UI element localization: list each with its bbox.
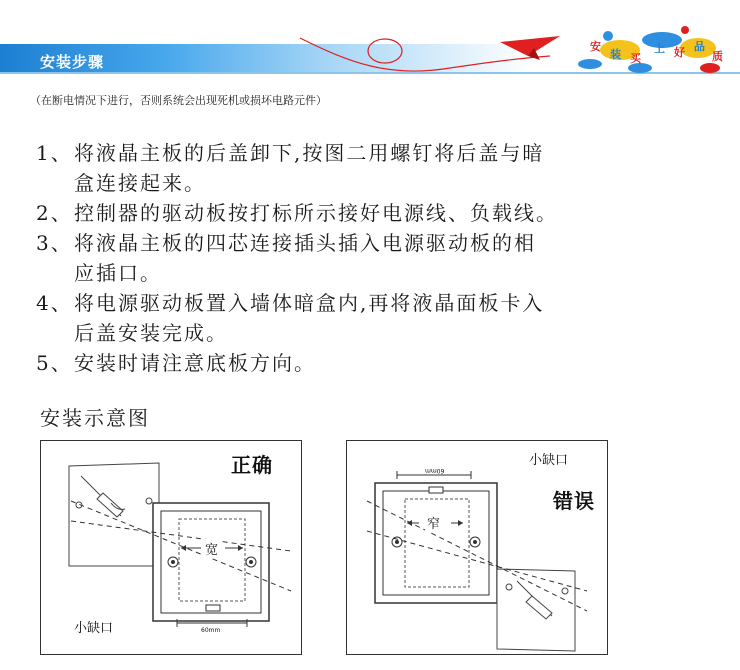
step-text-line: 安装时请注意底板方向。 xyxy=(74,351,316,375)
diagram-correct xyxy=(40,440,302,655)
step-text-line: 盒连接起来。 xyxy=(74,171,206,195)
step-text-line: 将电源驱动板置入墙体暗盒内,再将液晶面板卡入 xyxy=(74,291,545,315)
dimension-label: 60mm xyxy=(201,627,221,634)
dimension-label: 60mm xyxy=(425,467,445,474)
slogan-char-4: 上 xyxy=(654,42,665,55)
step-text-line: 控制器的驱动板按打标所示接好电源线、负载线。 xyxy=(74,201,558,225)
step-number: 4、 xyxy=(36,291,73,315)
step-3 xyxy=(36,228,716,288)
header-title: 安装步骤 xyxy=(40,53,105,71)
step-5 xyxy=(36,348,716,378)
wrong-installation-illustration xyxy=(347,441,609,656)
slogan-char-6: 品 xyxy=(694,40,705,53)
slogan-char-3: 买 xyxy=(630,52,641,65)
step-number: 1、 xyxy=(36,141,73,165)
width-label-wide: 宽 xyxy=(203,539,220,558)
safety-note: （在断电情况下进行，否则系统会出现死机或损坏电路元件） xyxy=(30,94,327,107)
status-wrong: 错误 xyxy=(553,489,595,513)
header-decoration xyxy=(290,18,740,88)
slogan-char-5: 好 xyxy=(674,46,685,59)
notch-label: 小缺口 xyxy=(74,621,114,636)
diagram-title: 安装示意图 xyxy=(40,406,150,430)
diagram-wrong xyxy=(346,440,608,655)
paper-plane-icon xyxy=(500,36,560,60)
step-4 xyxy=(36,288,716,348)
step-number: 5、 xyxy=(36,351,73,375)
step-number: 3、 xyxy=(36,231,73,255)
width-label-narrow: 窄 xyxy=(425,513,442,532)
step-text-line: 后盖安装完成。 xyxy=(74,321,228,345)
slogan-char-2: 装 xyxy=(610,48,621,61)
installation-steps xyxy=(36,138,716,378)
step-2 xyxy=(36,198,716,228)
notch-label: 小缺口 xyxy=(529,453,569,468)
status-correct: 正确 xyxy=(231,453,273,477)
header-banner xyxy=(0,0,740,86)
step-number: 2、 xyxy=(36,201,73,225)
slogan-char-7: 质 xyxy=(712,50,723,63)
slogan-char-1: 安 xyxy=(590,40,601,53)
step-1 xyxy=(36,138,716,198)
step-text-line: 将液晶主板的四芯连接插头插入电源驱动板的相 xyxy=(74,231,536,255)
step-text-line: 应插口。 xyxy=(74,261,162,285)
step-text-line: 将液晶主板的后盖卸下,按图二用螺钉将后盖与暗 xyxy=(74,141,545,165)
